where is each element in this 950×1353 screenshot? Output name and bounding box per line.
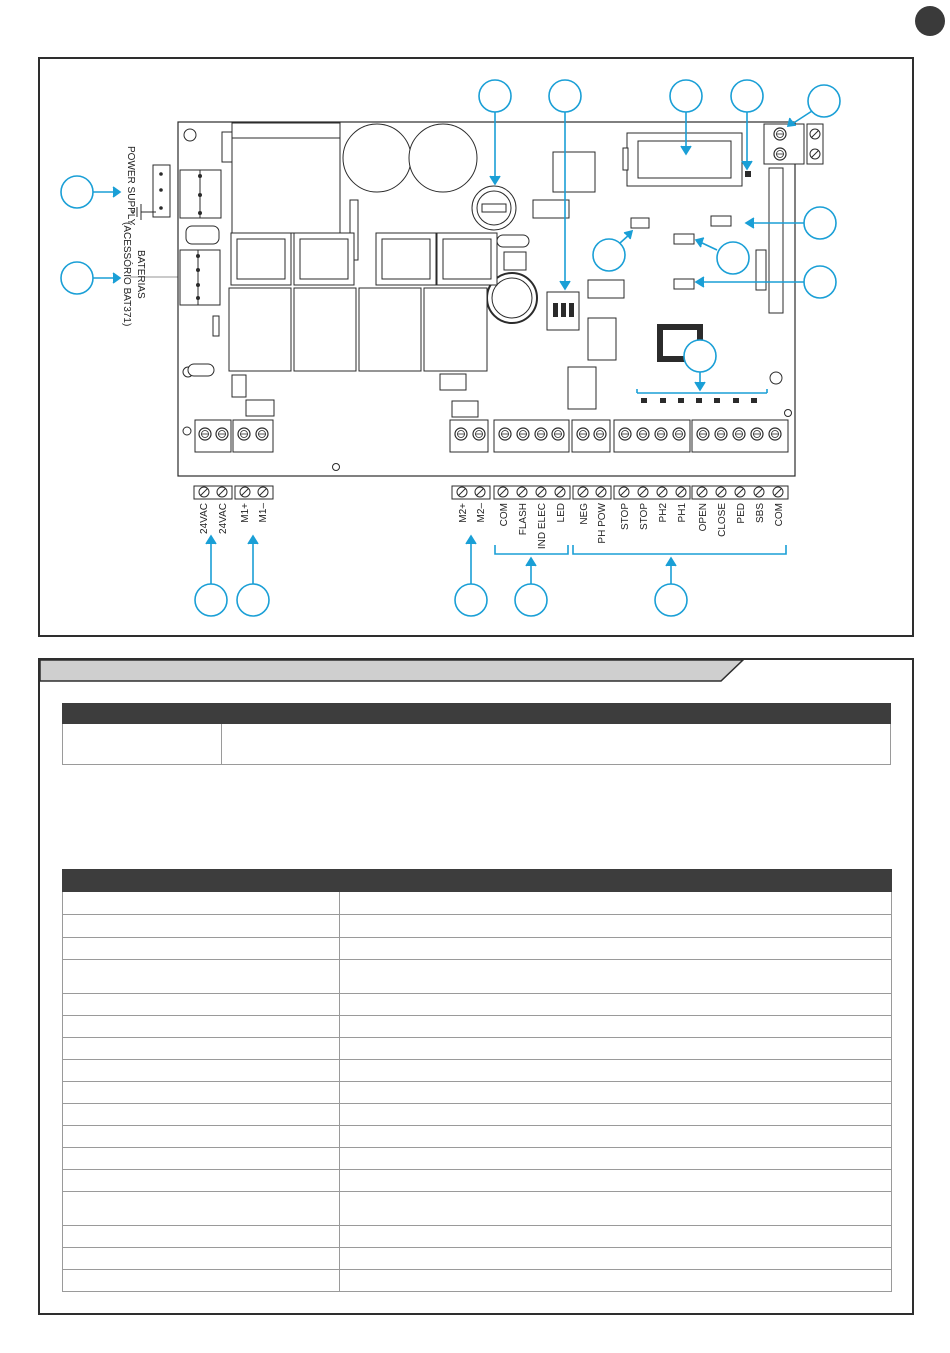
section-tab [40, 660, 745, 683]
terminal-label: PH1 [677, 503, 688, 523]
jumper [497, 235, 529, 247]
antenna-terminal [764, 124, 804, 164]
callout-circle [237, 584, 269, 616]
callout-circle [655, 584, 687, 616]
table-row [63, 724, 891, 765]
callout-circle [804, 207, 836, 239]
power-supply-connector [180, 170, 221, 218]
terminal-label: OPEN [698, 503, 709, 532]
table-row [63, 1270, 892, 1292]
terminal-label: FLASH [518, 503, 529, 536]
callout-circle [593, 239, 625, 271]
table-header [63, 870, 892, 892]
callout-circle [195, 584, 227, 616]
terminal-label: COM [774, 503, 785, 527]
ic-chip [533, 200, 569, 218]
battery-connector [180, 250, 220, 305]
button [631, 218, 649, 228]
power-supply-plug [153, 165, 170, 217]
small-component [232, 375, 246, 397]
callout-circle [61, 176, 93, 208]
ic-chip [568, 367, 596, 409]
dip-switch-levers [553, 303, 574, 317]
table-row [63, 892, 892, 915]
control-board-diagram [0, 0, 950, 650]
baterias-label: BATERIAS [135, 250, 146, 299]
ic-chip [588, 318, 616, 360]
terminal-label: STOP [639, 503, 650, 531]
callout-circle [808, 85, 840, 117]
table-row [63, 1126, 892, 1148]
fuse-holder [472, 186, 516, 230]
table-row [63, 1170, 892, 1192]
acessorio-label: (ACESSÓRIO BAT371) [121, 222, 132, 327]
small-component [452, 401, 478, 417]
terminal-label: IND ELEC [537, 503, 548, 550]
table-row [63, 938, 892, 960]
terminal-label: STOP [620, 503, 631, 531]
terminal-label: SBS [755, 503, 766, 524]
terminal-label: PH POW [597, 503, 608, 544]
callout-circle [479, 80, 511, 112]
transformer [222, 123, 340, 233]
table-row [63, 994, 892, 1016]
table-row [63, 1016, 892, 1038]
callout-circle [455, 584, 487, 616]
callout-circle [549, 80, 581, 112]
callout-circle [515, 584, 547, 616]
table-row [63, 960, 892, 994]
ic-chip [553, 152, 595, 192]
button [711, 216, 731, 226]
table-row [63, 1082, 892, 1104]
table-row [63, 1104, 892, 1126]
power-supply-label: POWER SUPPLY [125, 146, 136, 226]
callout-circle [731, 80, 763, 112]
terminal-label: 24VAC [218, 503, 229, 534]
table-row [63, 1038, 892, 1060]
table-row [63, 1148, 892, 1170]
antenna-plug [807, 124, 823, 164]
status-led [745, 171, 751, 177]
terminal-label: M1+ [240, 503, 251, 523]
terminal-label: PH2 [658, 503, 669, 523]
display [623, 133, 742, 186]
callout-circle [804, 266, 836, 298]
terminal-label: CLOSE [717, 503, 728, 537]
capacitor [343, 124, 411, 192]
small-component [246, 400, 274, 416]
terminal-label: PED [736, 503, 747, 524]
terminal-label: M2+ [458, 503, 469, 523]
terminal-label: M1– [258, 503, 269, 523]
small-component [188, 364, 214, 376]
small-component [186, 226, 219, 244]
small-component [440, 374, 466, 390]
table-row [63, 915, 892, 938]
regulator [504, 252, 526, 270]
capacitor [409, 124, 477, 192]
button [674, 234, 694, 244]
terminal-label: LED [556, 503, 567, 523]
small-component [213, 316, 219, 336]
callout-circle [717, 242, 749, 274]
table-2 [62, 869, 892, 1292]
callout-circle [670, 80, 702, 112]
terminal-label: 24VAC [199, 503, 210, 534]
callout-circle [61, 262, 93, 294]
ic-chip [588, 280, 624, 298]
table-row [63, 1192, 892, 1226]
terminal-labels [199, 502, 785, 549]
terminal-label: NEG [579, 503, 590, 525]
table-row [63, 1248, 892, 1270]
callout-circle [684, 340, 716, 372]
terminal-label: M2– [476, 503, 487, 523]
button [674, 279, 694, 289]
table-row [63, 1060, 892, 1082]
table-header [63, 704, 891, 724]
terminal-label: COM [499, 503, 510, 527]
table-1 [62, 703, 891, 765]
table-row [63, 1226, 892, 1248]
